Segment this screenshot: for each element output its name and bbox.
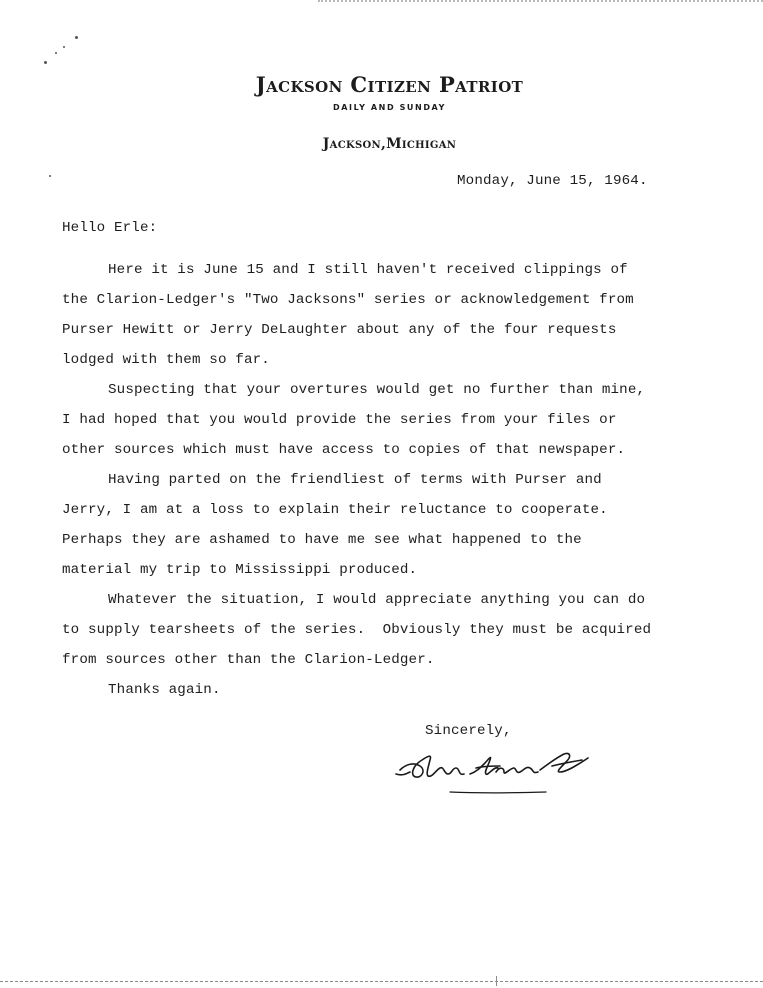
top-edge-dots	[318, 0, 763, 2]
salutation: Hello Erle:	[62, 220, 158, 236]
letter-date: Monday, June 15, 1964.	[457, 173, 648, 189]
bottom-edge-tick	[496, 976, 497, 986]
body-line: Purser Hewitt or Jerry DeLaughter about any of the four requests	[62, 322, 617, 338]
scan-speck	[75, 36, 78, 39]
body-line: Perhaps they are ashamed to have me see what happened to the	[62, 532, 582, 548]
body-line: to supply tearsheets of the series. Obviously they must be acquired	[62, 622, 652, 638]
body-line: Suspecting that your overtures would get no further than mine,	[108, 382, 646, 398]
body-line: Here it is June 15 and I still haven't received clippings of	[108, 262, 628, 278]
body-line: material my trip to Mississippi produced.	[62, 562, 418, 578]
bottom-edge-rule	[0, 981, 763, 982]
body-line: Whatever the situation, I would appreciate anything you can do	[108, 592, 646, 608]
signature-image	[392, 744, 602, 800]
body-line: Jerry, I am at a loss to explain their reluctance to cooperate.	[62, 502, 608, 518]
letterhead-subtitle: DAILY AND SUNDAY	[333, 103, 446, 112]
scan-speck	[44, 61, 47, 64]
body-line: lodged with them so far.	[62, 352, 270, 368]
body-line: other sources which must have access to copies of that newspaper.	[62, 442, 626, 458]
scan-speck	[49, 175, 51, 177]
closing: Sincerely,	[425, 723, 512, 739]
letterhead-city: Jackson,Michigan	[322, 136, 457, 152]
scan-speck	[63, 46, 65, 48]
body-line: the Clarion-Ledger's "Two Jacksons" series or acknowledgement from	[62, 292, 634, 308]
body-line: from sources other than the Clarion-Ledger.	[62, 652, 435, 668]
letterhead-title: Jackson Citizen Patriot	[255, 72, 524, 97]
body-line: Having parted on the friendliest of terms with Purser and	[108, 472, 602, 488]
scan-speck	[55, 52, 57, 54]
body-line: I had hoped that you would provide the series from your files or	[62, 412, 617, 428]
body-line: Thanks again.	[108, 682, 221, 698]
